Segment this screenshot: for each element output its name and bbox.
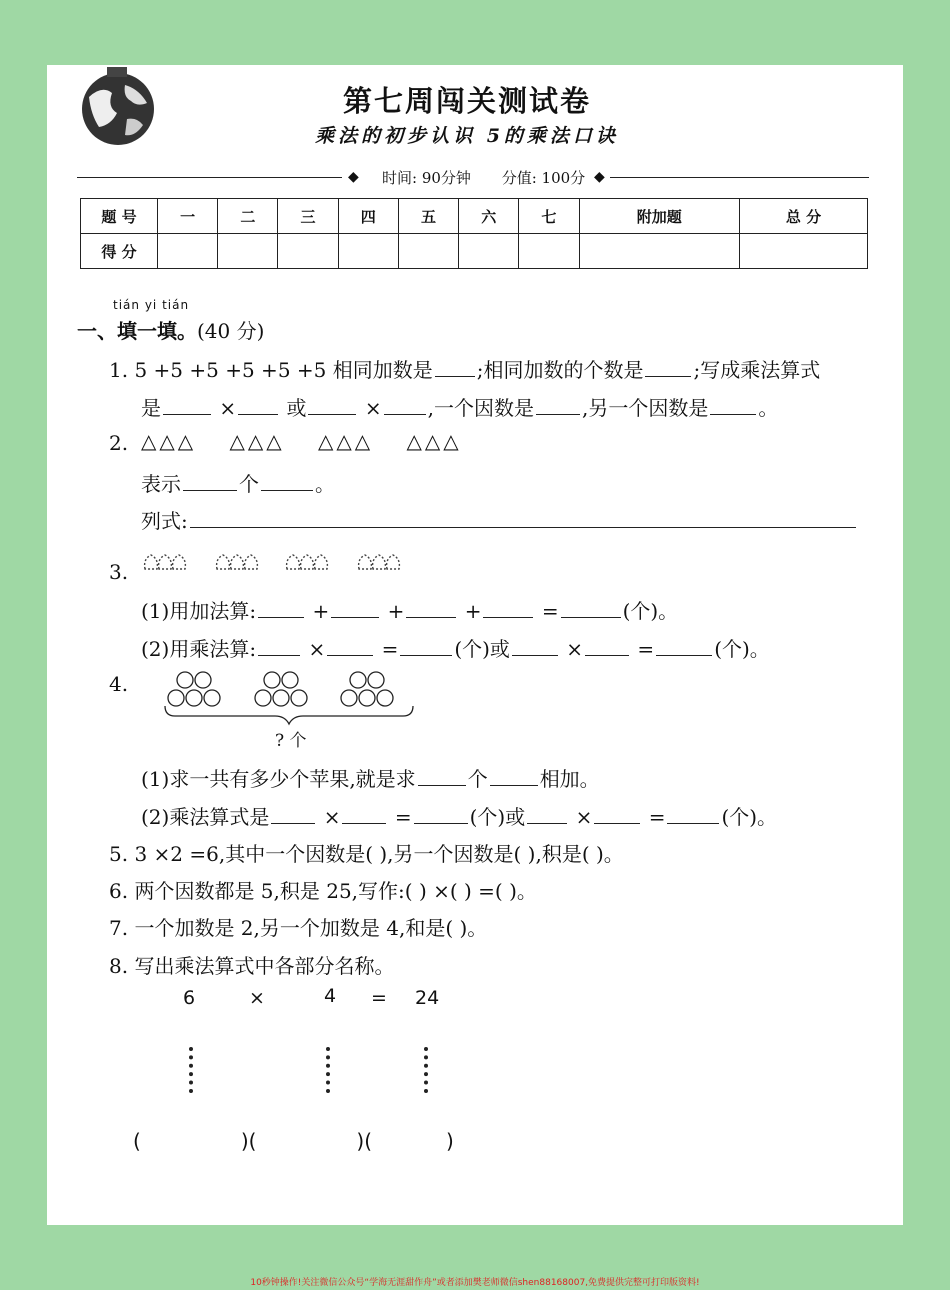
answer-blank[interactable] (331, 597, 379, 618)
score-table-cell: 附加题 (579, 199, 740, 234)
question-text: 。 (315, 472, 335, 496)
triangle-group: △△△ (318, 429, 374, 453)
answer-blank[interactable] (308, 394, 356, 415)
answer-blank[interactable] (512, 635, 558, 656)
question-text: 。 (758, 396, 779, 420)
answer-blank[interactable] (435, 356, 475, 377)
answer-blank[interactable] (645, 356, 691, 377)
question-1-line-2 (141, 392, 778, 421)
question-text: × (566, 637, 584, 661)
answer-blank[interactable] (527, 803, 567, 824)
question-text: 是 (141, 396, 161, 420)
question-text: = (541, 599, 559, 623)
question-number: 2. (109, 431, 129, 455)
question-text: 或 (286, 396, 307, 420)
pear-illustration-icon (141, 541, 411, 573)
question-text: = (394, 805, 412, 829)
question-text: (1)求一共有多少个苹果,就是求 (141, 767, 416, 791)
question-text: ,另一个因数是 (581, 396, 709, 420)
question-text: (个)。 (622, 599, 679, 623)
question-text: × (308, 637, 326, 661)
exam-score: 分值: 100分 (501, 169, 586, 187)
question-text: × (323, 805, 341, 829)
question-5: 5. 3 ×2 =6,其中一个因数是( ),另一个因数是( ),积是( )。 (109, 842, 624, 866)
answer-blank[interactable] (656, 635, 712, 656)
exam-time: 时间: 90分钟 (382, 169, 471, 187)
answer-blank[interactable] (342, 803, 386, 824)
dotted-connector (424, 1047, 432, 1093)
question-6: 6. 两个因数都是 5,积是 25,写作:( ) ×( ) =( )。 (109, 879, 537, 903)
question-text: ;相同加数的个数是 (476, 358, 644, 382)
paren: )( (240, 1129, 257, 1153)
triangle-group: △△△ (406, 429, 462, 453)
section-heading (77, 315, 264, 344)
question-text: × (219, 396, 237, 420)
question-text: + (464, 599, 482, 623)
score-table-cell: 总 分 (740, 199, 868, 234)
promo-footer: 10秒钟操作!关注微信公众号“学海无涯甜作舟”或者添加樊老师微信shen88168007,免费提供完整可打印版资料! (250, 1278, 700, 1288)
answer-blank[interactable] (483, 597, 533, 618)
question-text: 表示 (141, 472, 181, 496)
score-table-cell: 六 (459, 199, 519, 234)
score-table-cell: 题 号 (81, 199, 158, 234)
answer-blank[interactable] (418, 765, 466, 786)
dotted-connector (326, 1047, 334, 1093)
question-2-line-2 (141, 468, 335, 497)
score-table-cell: 三 (278, 199, 338, 234)
question-text: (个)或 (469, 805, 526, 829)
equation-equals: = (371, 987, 387, 1009)
question-text: 列式: (141, 509, 188, 533)
answer-blank[interactable] (536, 394, 580, 415)
question-7: 7. 一个加数是 2,另一个加数是 4,和是( )。 (109, 916, 488, 940)
question-3-line-2 (141, 633, 770, 662)
score-table-cell: 一 (158, 199, 218, 234)
question-text: (个)。 (721, 805, 778, 829)
answer-blank[interactable] (183, 470, 237, 491)
question-text: = (648, 805, 666, 829)
answer-blank[interactable] (238, 394, 278, 415)
exam-paper (47, 65, 903, 1225)
answer-blank[interactable] (400, 635, 452, 656)
answer-blank[interactable] (414, 803, 468, 824)
question-4-line-1 (141, 763, 600, 792)
answer-blank[interactable] (258, 635, 300, 656)
question-text: = (381, 637, 399, 661)
question-text: (个)。 (714, 637, 770, 661)
answer-blank[interactable] (561, 597, 621, 618)
question-number: 3. (109, 560, 129, 584)
question-8-title: 8. 写出乘法算式中各部分名称。 (109, 954, 395, 978)
score-table-cell: 二 (218, 199, 278, 234)
paren: ( (133, 1129, 141, 1153)
answer-blank[interactable] (190, 507, 856, 528)
diamond-icon: ◆ (348, 169, 359, 185)
score-table-cell: 五 (398, 199, 458, 234)
section-title: 一、填一填。 (77, 319, 197, 343)
answer-blank[interactable] (384, 394, 426, 415)
page-subtitle: 乘法的初步认识 5的乘法口诀 (315, 125, 619, 147)
question-4-line-2 (141, 801, 777, 830)
answer-parens (133, 1129, 454, 1153)
triangle-groups (141, 429, 486, 453)
answer-blank[interactable] (710, 394, 756, 415)
question-3-line-1 (141, 595, 678, 624)
score-table-cell: 七 (519, 199, 579, 234)
question-text: + (387, 599, 405, 623)
answer-blank[interactable] (327, 635, 373, 656)
equation-factor-1: 6 (183, 987, 196, 1009)
answer-blank[interactable] (667, 803, 719, 824)
answer-blank[interactable] (163, 394, 211, 415)
question-2-line-3 (141, 505, 858, 534)
question-text: ;写成乘法算式 (693, 358, 821, 382)
question-text: 个 (467, 767, 488, 791)
question-text: 相加。 (539, 767, 600, 791)
paren: )( (356, 1129, 373, 1153)
question-text: 5 +5 +5 +5 +5 +5 相同加数是 (134, 358, 433, 382)
equation-product: 24 (415, 987, 440, 1009)
answer-blank[interactable] (594, 803, 640, 824)
section-points: (40 分) (197, 319, 265, 343)
question-text: + (312, 599, 330, 623)
triangle-group: △△△ (141, 429, 197, 453)
answer-blank[interactable] (261, 470, 313, 491)
answer-blank[interactable] (271, 803, 315, 824)
question-text: 个 (239, 472, 259, 496)
answer-blank[interactable] (585, 635, 629, 656)
question-text: (个)或 (454, 637, 510, 661)
question-number: 1. (109, 358, 129, 382)
paren: ) (446, 1129, 454, 1153)
answer-blank[interactable] (490, 765, 538, 786)
question-text: (2)用乘法算: (141, 637, 257, 661)
apple-groups-icon (161, 666, 423, 726)
score-table-cell: 得 分 (81, 234, 158, 269)
dotted-connector (189, 1047, 197, 1093)
answer-blank[interactable] (406, 597, 456, 618)
triangle-group: △△△ (229, 429, 285, 453)
question-1-line-1 (109, 354, 820, 383)
diamond-icon: ◆ (594, 169, 605, 185)
page-title: 第七周闯关测试卷 (342, 84, 591, 118)
question-text: × (364, 396, 382, 420)
answer-blank[interactable] (258, 597, 304, 618)
question-text: (1)用加法算: (141, 599, 257, 623)
equation-times: × (249, 987, 265, 1009)
question-text: = (637, 637, 655, 661)
score-table-cell: 四 (338, 199, 398, 234)
section-pinyin: tián yi tián (113, 298, 190, 312)
question-text: ,一个因数是 (427, 396, 534, 420)
question-text: × (575, 805, 593, 829)
equation-factor-2: 4 (324, 985, 337, 1007)
exam-content (47, 65, 903, 1225)
question-number: 4. (109, 672, 129, 696)
question-text: (2)乘法算式是 (141, 805, 270, 829)
brace-label: ? 个 (275, 731, 307, 751)
